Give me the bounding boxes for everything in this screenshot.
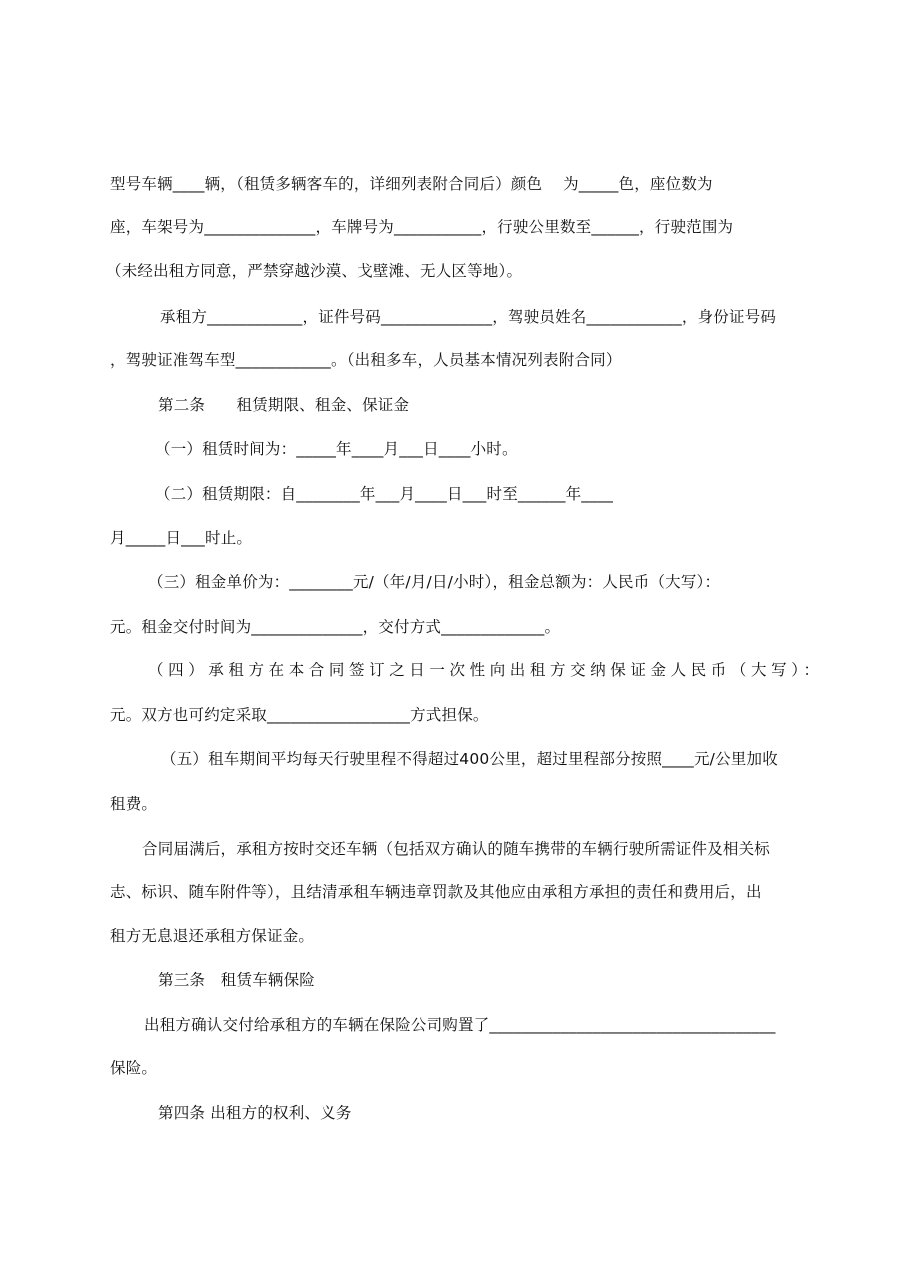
text-line: 元。双方也可约定采取__________________方式担保。 (110, 706, 489, 724)
text-line: 承租方____________，证件号码______________，驾驶员姓名____________，身份证号码 (160, 308, 777, 326)
text-line: ，驾驶证准驾车型____________。（出租多车，人员基本情况列表附合同） (110, 351, 622, 369)
text-line: 保险。 (110, 1059, 158, 1077)
article-heading: 第二条 租赁期限、租金、保证金 (158, 396, 410, 414)
text-line: 租方无息退还承租方保证金。 (110, 927, 315, 945)
article-heading: 第三条 租赁车辆保险 (158, 971, 316, 989)
text-line: 座，车架号为______________，车牌号为___________，行驶公里数至______，行驶范围为 (110, 218, 734, 236)
text-line: （一）租赁时间为：_____年____月___日____小时。 (155, 440, 518, 458)
text-line: 租费。 (110, 795, 158, 813)
text-line: 合同届满后，承租方按时交还车辆（包括双方确认的随车携带的车辆行驶所需证件及相关标 (142, 840, 771, 858)
text-line: （未经出租方同意，严禁穿越沙漠、戈壁滩、无人区等地）。 (106, 262, 523, 280)
text-line: （四）承租方在本合同签订之日一次性向出租方交纳保证金人民币（大写）： (148, 661, 824, 679)
text-line: （五）租车期间平均每天行驶里程不得超过400公里，超过里程部分按照____元/公里加收 (161, 750, 778, 768)
text-line: （二）租赁期限：自________年___月____日___时至______年____ (155, 485, 614, 503)
text-line: 志、标识、随车附件等），且结清承租车辆违章罚款及其他应由承租方承担的责任和费用后，出 (110, 883, 762, 901)
text-line: 型号车辆____辆，（租赁多辆客车的，详细列表附合同后）颜色 为_____色，座位数为 (110, 175, 713, 193)
text-line: 月_____日___时止。 (110, 529, 253, 547)
text-line: 元。租金交付时间为______________，交付方式_____________。 (110, 618, 561, 636)
article-heading: 第四条 出租方的权利、义务 (158, 1104, 352, 1122)
text-line: 出租方确认交付给承租方的车辆在保险公司购置了____________________________________ (144, 1016, 776, 1034)
text-line: （三）租金单价为：________元/（年/月/日/小时），租金总额为：人民币（大写）： (148, 573, 721, 591)
